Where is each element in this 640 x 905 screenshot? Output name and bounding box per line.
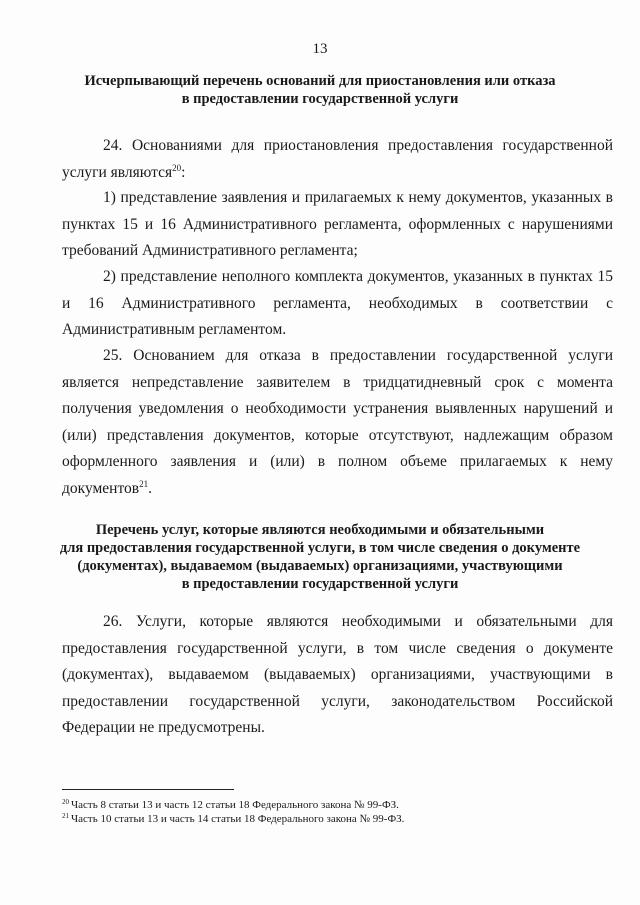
page-number: 13 bbox=[312, 41, 328, 57]
footnote-number: 20 bbox=[62, 798, 69, 806]
paragraph-26: 26. Услуги, которые являются необходимыми и обязательными для предоставления государственной услуги, в том числе сведения о документе (документах), выдаваемом (выдаваемых) организациями, участвующими в предоставлении государственной услуги, законодательством Российской Федерации не предусмотрены. bbox=[62, 613, 613, 736]
footnote bbox=[62, 813, 404, 827]
heading-line: в предоставлении государственной услуги bbox=[181, 91, 459, 107]
paragraph-tail: : bbox=[181, 163, 186, 181]
section-heading-grounds bbox=[40, 72, 600, 108]
heading-line: Исчерпывающий перечень оснований для приостановления или отказа bbox=[84, 73, 556, 89]
footnote-ref[interactable]: 21 bbox=[139, 478, 149, 489]
paragraph-text: 25. Основанием для отказа в предоставлении государственной услуги является непредставление заявителем в тридцатидневный срок с момента получения уведомления о необходимости устранения выявленных нарушений и (или) представления документов, которые отсутствуют, надлежащим образом оформленного заявления и (или) в полном объеме прилагаемых к нему документов bbox=[62, 347, 613, 497]
footnote-ref[interactable]: 20 bbox=[172, 162, 182, 173]
paragraph-24 bbox=[62, 133, 613, 186]
heading-line: (документах), выдаваемом (выдаваемых) организациями, участвующими bbox=[77, 558, 563, 574]
paragraph-24-item-1: 1) представление заявления и прилагаемых к нему документов, указанных в пунктах 15 и 16 Административного регламента, оформленных с нарушениями требований Административного регламента; bbox=[62, 189, 613, 259]
footnote-divider bbox=[62, 789, 234, 790]
footnote-text: Часть 10 статьи 13 и часть 14 статьи 18 Федерального закона № 99-ФЗ. bbox=[71, 812, 405, 825]
footnote-text: Часть 8 статьи 13 и часть 12 статьи 18 Федерального закона № 99-ФЗ. bbox=[71, 799, 399, 811]
section-heading-services bbox=[40, 521, 600, 593]
heading-line: для предоставления государственной услуги, в том числе сведения о документе bbox=[59, 540, 581, 556]
footnote-number: 21 bbox=[62, 811, 69, 820]
heading-line: Перечень услуг, которые являются необходимыми и обязательными bbox=[95, 522, 545, 538]
paragraph-text: 24. Основаниями для приостановления предоставления государственной услуги являются bbox=[62, 137, 613, 181]
footnote bbox=[62, 799, 404, 813]
paragraph-25 bbox=[62, 343, 613, 502]
heading-line: в предоставлении государственной услуги bbox=[181, 576, 459, 592]
footnotes bbox=[62, 799, 404, 826]
paragraph-tail: . bbox=[148, 479, 152, 497]
paragraph-24-item-2: 2) представление неполного комплекта документов, указанных в пунктах 15 и 16 Административного регламента, необходимых в соответствии с Административным регламентом. bbox=[62, 268, 613, 338]
